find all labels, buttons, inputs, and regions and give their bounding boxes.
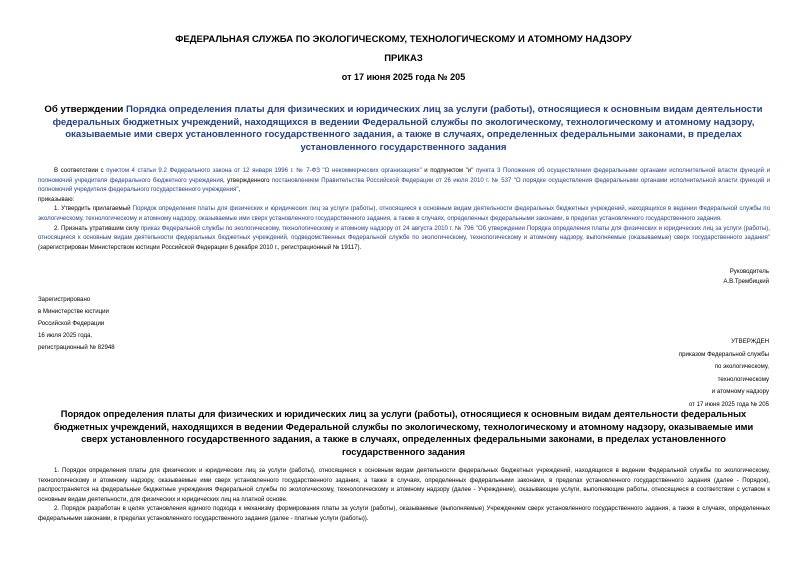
registration-line-3: Российской Федерации <box>38 320 105 327</box>
approval-line-3: по экологическому, <box>714 363 769 370</box>
item2-link[interactable]: приказ Федеральной службы по экологическому, технологическому и атомному надзору от 24 августа 2010 г. № 796 "Об утверждении Порядка определения платы для физических и юридических лиц за услуги (работы), относящиеся к основным видам деятельности федеральных бюджетных учреждений, подведомственных Федеральной службе по экологическому, технологическому и атомному надзору, выполняемые (оказываемые) сверх государственного задания" <box>38 224 770 242</box>
approval-line-6: от 17 июня 2025 года № 205 <box>688 400 769 408</box>
preamble-link-decree[interactable]: постановлением Правительства Российской Федерации от 26 июля 2010 г. № 537 "О порядке осуществления федеральными органами исполнительной власти функций и полномочий учредителя федерального государственного учреждения" <box>38 176 771 194</box>
preamble-text-2: и подпунктом "и" <box>421 167 476 174</box>
document-type: ПРИКАЗ <box>384 53 423 64</box>
procedure-body <box>38 466 770 524</box>
registration-block <box>38 294 115 354</box>
order-word: приказываю: <box>38 195 75 203</box>
order-item-2 <box>38 224 770 253</box>
procedure-paragraph-1: 1. Порядок определения платы для физических и юридических лиц за услуги (работы), относящиеся к основным видам деятельности федеральных бюджетных учреждений, находящихся в ведении Федеральной службы по экологическому, технологическому и атомному надзору, оказываемые ими сверх установленного государственного задания, а также в случаях, определенных федеральными законами, в пределах установленного государственного задания (далее - Порядок), распространяется на федеральные бюджетные учреждения Федеральной службы по экологическому, технологическому и атомному надзору (далее - Учреждение), оказывающие услуги, выполняющие работы, относящиеся в соответствии с уставом к основным видам деятельности, для физических и юридических лиц на платной основе. <box>38 467 770 503</box>
signature-name: А.В.Трембицкий <box>723 277 769 285</box>
signature-role: Руководитель <box>729 268 769 275</box>
order-title-prefix: Об утверждении <box>44 104 126 115</box>
registration-line-1: Зарегистрировано <box>38 296 91 303</box>
order-title <box>35 104 772 154</box>
item2-text-1: 2. Признать утратившим силу <box>54 224 141 232</box>
preamble-link-regulation[interactable]: пункта 3 Положения об осуществлении федеральными органами исполнительной власти функций и полномочий учредителя федерального бюджетного учреждения <box>38 167 771 184</box>
item2-text-2: (зарегистрирован Министерством юстиции Российской Федерации 6 декабря 2010 г., регистрационный № 19117). <box>38 243 362 251</box>
item1-text-2: . <box>720 214 722 222</box>
procedure-title: Порядок определения платы для физических и юридических лиц за услуги (работы), относящиеся к основным видам деятельности федеральных бюджетных учреждений, находящихся в ведении Федеральной службы по экологическому, технологическому и атомному надзору, оказываемые ими сверх установленного государственного задания, а также в случаях, определенных федеральными законами, в пределах установленного государственного задания <box>53 409 754 457</box>
preamble-paragraph <box>38 166 770 195</box>
preamble-link-law[interactable]: пунктом 4 статьи 9.2 Федерального закона от 12 января 1996 г. № 7-ФЗ "О некоммерческих организациях" <box>106 167 422 174</box>
approval-line-1: УТВЕРЖДЕН <box>731 338 769 345</box>
order-title-link[interactable]: Порядка определения платы для физических и юридических лиц за услуги (работы), относящиеся к основным видам деятельности федеральных бюджетных учреждений, находящихся в ведении Федеральной службы по экологическому, технологическому и атомному надзору, оказываемые ими сверх установленного государственного задания, а также в случаях, определенных федеральными законами, в пределах установленного государственного задания <box>52 104 763 153</box>
order-item-1 <box>38 204 770 223</box>
procedure-paragraph-2: 2. Порядок разработан в целях установления единого подхода к механизму формирования платы за услуги (работы), оказываемые (выполняемые) Учреждением сверх установленного государственного задания, а также в случаях, определенных федеральными законами, в пределах установленного государственного задания (далее - платные услуги (работы)). <box>38 505 770 522</box>
preamble-text-4: , <box>238 186 241 194</box>
preamble-text-3: , утвержденного <box>223 176 272 184</box>
document-date-number: от 17 июня 2025 года № 205 <box>341 72 466 82</box>
agency-name: ФЕДЕРАЛЬНАЯ СЛУЖБА ПО ЭКОЛОГИЧЕСКОМУ, ТЕХНОЛОГИЧЕСКОМУ И АТОМНОМУ НАДЗОРУ <box>175 34 632 45</box>
approval-line-4: технологическому <box>717 375 769 383</box>
item1-text-1: 1. Утвердить прилагаемый <box>54 205 133 213</box>
item1-link[interactable]: Порядок определения платы для физических и юридических лиц за услуги (работы), относящиеся к основным видам деятельности федеральных бюджетных учреждений, находящихся в ведении Федеральной службы по экологическому, технологическому и атомному надзору, оказываемые ими сверх установленного государственного задания, а также в случаях, определенных федеральными законами, в пределах установленного государственного задания <box>38 205 770 222</box>
approval-block <box>679 336 769 411</box>
registration-line-2: в Министерстве юстиции <box>38 308 109 315</box>
registration-line-4: 16 июля 2025 года, <box>38 332 93 339</box>
registration-line-5: регистрационный № 82948 <box>38 344 115 351</box>
approval-line-2: приказом Федеральной службы <box>678 350 769 358</box>
approval-line-5: и атомному надзору <box>711 388 769 395</box>
preamble-text-1: В соответствии с <box>54 167 107 174</box>
order-body <box>38 166 770 252</box>
signature-block <box>723 267 769 286</box>
